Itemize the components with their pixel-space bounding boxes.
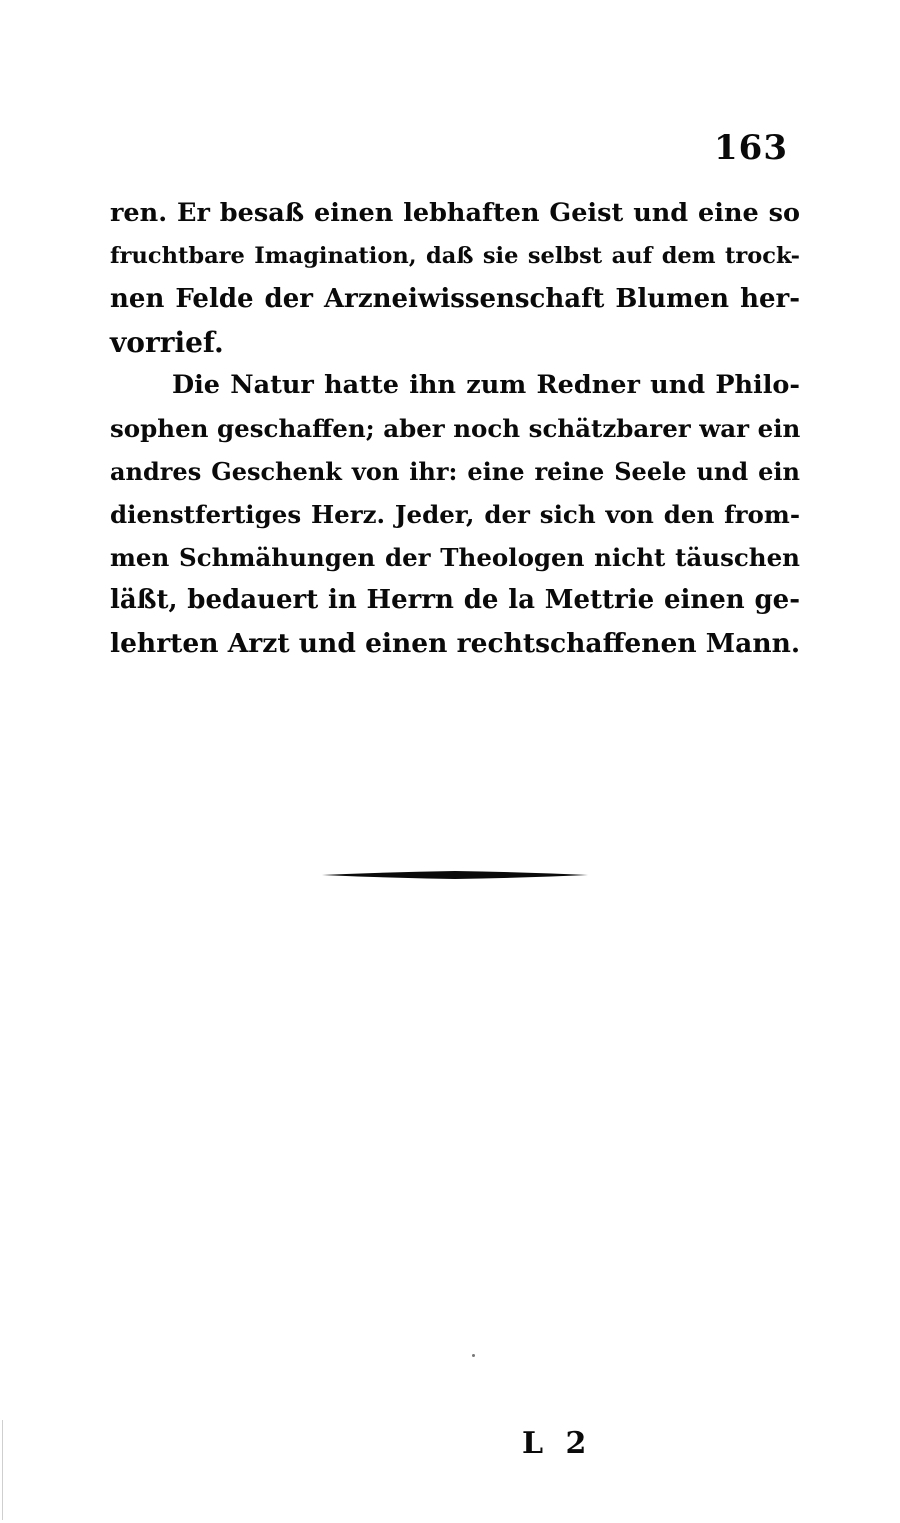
text-line-10: läßt, bedauert in Herrn de la Mettrie einen ge-	[110, 585, 800, 615]
text-line-4: vorrief.	[110, 326, 224, 359]
text-line-3: nen Felde der Arzneiwissenschaft Blumen her-	[110, 284, 800, 314]
text-line-5: Die Natur hatte ihn zum Redner und Philo-	[172, 370, 800, 400]
printer-signature-mark: L 2	[522, 1426, 593, 1461]
text-line-1: ren. Er besaß einen lebhaften Geist und eine so	[110, 198, 800, 228]
text-line-8: dienstfertiges Herz. Jeder, der sich von den from-	[110, 500, 800, 529]
text-line-11: lehrten Arzt und einen rechtschaffenen Mann.	[110, 628, 801, 659]
page-edge-mark	[2, 1420, 3, 1520]
ornamental-rule	[322, 866, 588, 884]
text-line-2: fruchtbare Imagination, daß sie selbst auf dem trock-	[110, 243, 800, 269]
body-text	[110, 192, 800, 665]
text-line-9: men Schmähungen der Theologen nicht täuschen	[110, 543, 800, 572]
page-number: 163	[714, 128, 788, 168]
text-line-6: sophen geschaffen; aber noch schätzbarer war ein	[110, 414, 801, 443]
text-line-7: andres Geschenk von ihr: eine reine Seele und ein	[110, 457, 800, 486]
paper-speck	[472, 1354, 475, 1357]
